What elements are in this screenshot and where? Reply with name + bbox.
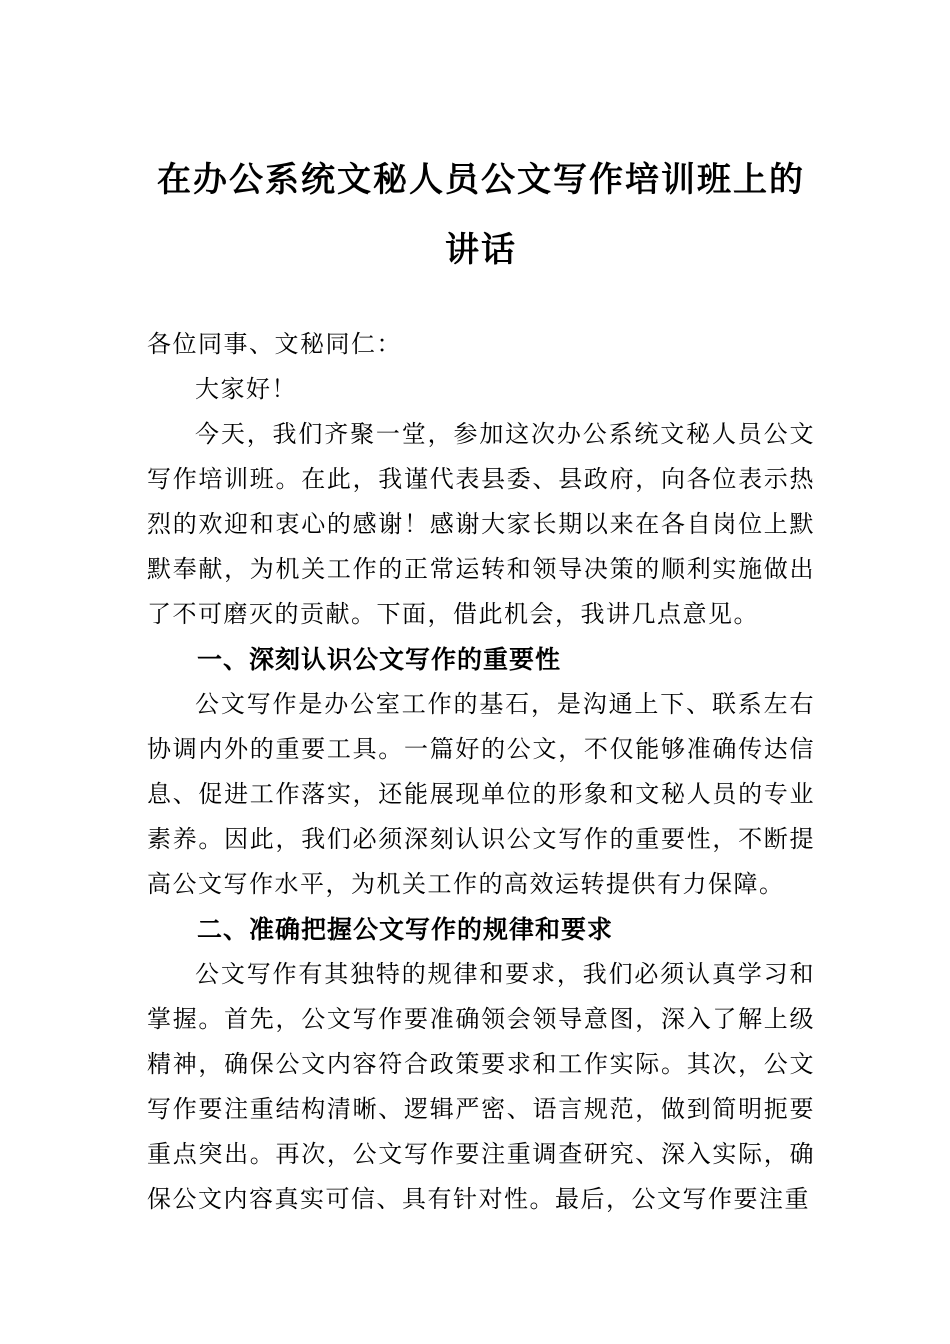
document-content <box>147 146 815 1223</box>
greeting-paragraph: 大家好！ <box>195 377 297 403</box>
page-title: 在办公系统文秘人员公文写作培训班上的讲话 <box>157 162 805 269</box>
section-1-paragraph: 公文写作是办公室工作的基石，是沟通上下、联系左右协调内外的重要工具。一篇好的公文，不仅能够准确传达信息、促进工作落实，还能展现单位的形象和文秘人员的专业素养。因此，我们必须深刻认识公文写作的重要性，不断提高公文写作水平，为机关工作的高效运转提供有力保障。 <box>147 692 815 898</box>
salutation: 各位同事、文秘同仁： <box>147 332 402 358</box>
section-2-paragraph: 公文写作有其独特的规律和要求，我们必须认真学习和掌握。首先，公文写作要准确领会领导意图，深入了解上级精神，确保公文内容符合政策要求和工作实际。其次，公文写作要注重结构清晰、逻辑严密、语言规范，做到简明扼要重点突出。再次，公文写作要注重调查研究、深入实际，确保公文内容真实可信、具有针对性。最后，公文写作要注重 <box>147 962 815 1213</box>
document-body <box>147 323 815 1223</box>
intro-paragraph: 今天，我们齐聚一堂，参加这次办公系统文秘人员公文写作培训班。在此，我谨代表县委、县政府，向各位表示热烈的欢迎和衷心的感谢！感谢大家长期以来在各自岗位上默默奉献，为机关工作的正常运转和领导决策的顺利实施做出了不可磨灭的贡献。下面，借此机会，我讲几点意见。 <box>147 422 815 628</box>
section-2-heading: 二、准确把握公文写作的规律和要求 <box>197 916 614 944</box>
section-1-heading: 一、深刻认识公文写作的重要性 <box>197 646 562 674</box>
